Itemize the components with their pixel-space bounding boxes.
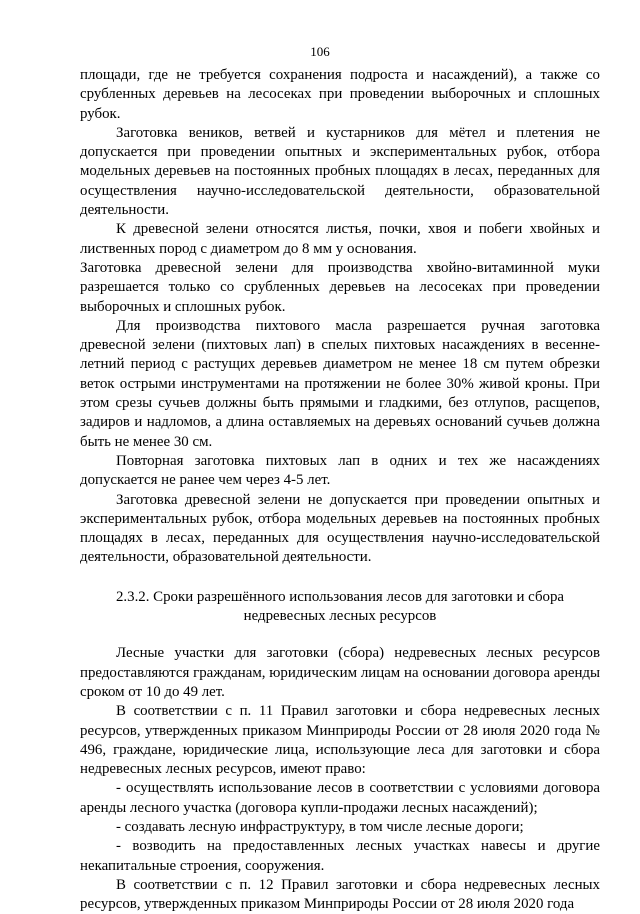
- document-body: [80, 66, 600, 914]
- paragraph-vitamin-flour: Заготовка древесной зелени для производства хвойно-витаминной муки разрешается только со срубленных деревьев на лесосеках при проведении выборочных и сплошных рубок.: [80, 259, 600, 315]
- list-item: - возводить на предоставленных лесных участках навесы и другие некапитальные строения, сооружения.: [80, 838, 600, 874]
- paragraph-greenery-definition: К древесной зелени относятся листья, почки, хвоя и побеги хвойных и лиственных пород с диаметром до 8 мм у основания.: [80, 221, 600, 257]
- paragraph-brooms-restriction: Заготовка веников, ветвей и кустарников для мётел и плетения не допускается при проведении опытных и экспериментальных рубок, отбора модельных деревьев на постоянных пробных площадях в лесах, переданных для осуществления научно-исследовательской деятельности, образовательной деятельности.: [80, 124, 600, 219]
- paragraph-lease-terms: Лесные участки для заготовки (сбора) недревесных лесных ресурсов предоставляются гражданам, юридическим лицам на основании договора аренды сроком от 10 до 49 лет.: [80, 645, 600, 700]
- paragraph-rules-p11: В соответствии с п. 11 Правил заготовки и сбора недревесных лесных ресурсов, утвержденных приказом Минприроды России от 28 июля 2020 года № 496, граждане, юридические лица, использующие леса для заготовки и сбора недревесных лесных ресурсов, имеют право:: [80, 703, 600, 778]
- paragraph-repeat-harvest: Повторная заготовка пихтовых лап в одних и тех же насаждениях допускается не ранее чем через 4-5 лет.: [80, 452, 600, 489]
- list-item: - осуществлять использование лесов в соответствии с условиями договора аренды лесного участка (договора купли-продажи лесных насаждений);: [80, 780, 600, 816]
- list-item: - создавать лесную инфраструктуру, в том числе лесные дороги;: [116, 818, 524, 835]
- paragraph-fir-oil: Для производства пихтового масла разрешается ручная заготовка древесной зелени (пихтовых лап) в спелых пихтовых насаждениях в весенне-летний период с растущих деревьев диаметром не менее 18 см путем обрезки веток острыми инструментами на протяжении не более 30% живой кроны. При этом срезы сучьев должны быть прямыми и гладкими, без отлупов, расщепов, задиров и надломов, а длина оставляемых на деревьях оснований сучьев должна быть не менее 30 см.: [80, 317, 600, 450]
- section-heading: 2.3.2. Сроки разрешённого использования лесов для заготовки и сбора недревесных лесных ресурсов: [115, 588, 565, 625]
- paragraph-greenery-restriction: Заготовка древесной зелени не допускается при проведении опытных и экспериментальных рубок, отбора модельных деревьев на постоянных пробных площадях в лесах, переданных для осуществления научно-исследовательской деятельности, образовательной деятельности.: [80, 491, 600, 566]
- paragraph-continuation: площади, где не требуется сохранения подроста и насаждений), а также со срубленных деревьев на лесосеках при проведении выборочных и сплошных рубок.: [80, 67, 600, 122]
- paragraph-rules-p12: В соответствии с п. 12 Правил заготовки и сбора недревесных лесных ресурсов, утвержденных приказом Минприроды России от 28 июля 2020 года: [80, 876, 600, 913]
- page-number: 106: [310, 44, 330, 59]
